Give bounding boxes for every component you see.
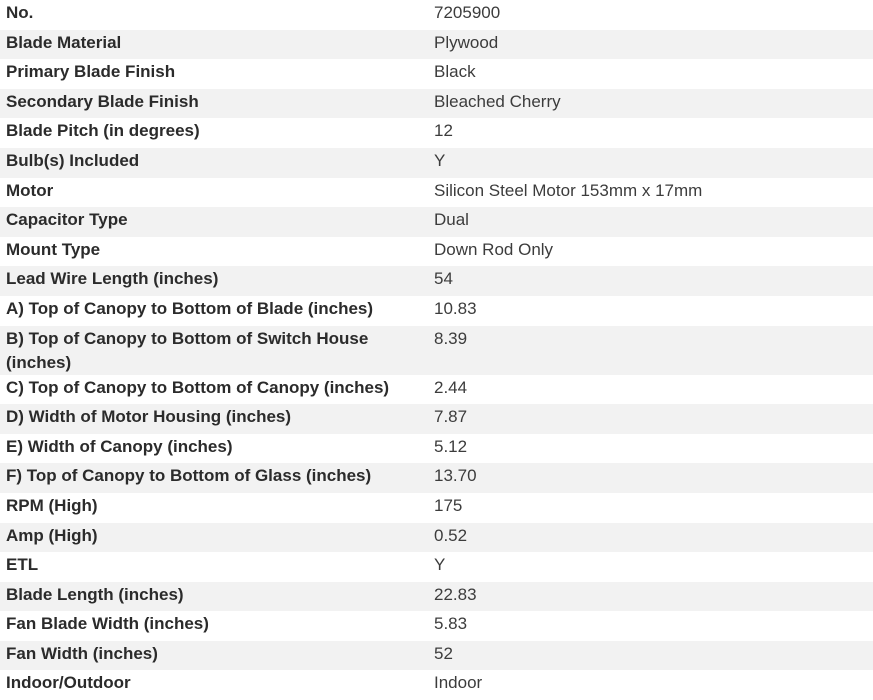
spec-label: Primary Blade Finish: [0, 59, 428, 89]
spec-row: [0, 434, 873, 464]
spec-label: RPM (High): [0, 493, 428, 523]
spec-label: Blade Material: [0, 30, 428, 60]
spec-row: [0, 375, 873, 405]
spec-value: 8.39: [428, 326, 873, 375]
spec-value: Black: [428, 59, 873, 89]
spec-row: [0, 30, 873, 60]
spec-label: A) Top of Canopy to Bottom of Blade (inches): [0, 296, 428, 326]
spec-row: [0, 89, 873, 119]
spec-row: [0, 0, 873, 30]
spec-row: [0, 266, 873, 296]
spec-value: Down Rod Only: [428, 237, 873, 267]
spec-row: [0, 641, 873, 671]
spec-row: [0, 582, 873, 612]
spec-label: Fan Width (inches): [0, 641, 428, 671]
spec-row: [0, 207, 873, 237]
spec-row: [0, 148, 873, 178]
spec-row: [0, 326, 873, 375]
spec-label: Motor: [0, 178, 428, 208]
spec-label: ETL: [0, 552, 428, 582]
spec-row: [0, 552, 873, 582]
spec-value: Indoor: [428, 670, 873, 700]
spec-value: Plywood: [428, 30, 873, 60]
spec-label: Blade Length (inches): [0, 582, 428, 612]
spec-value: 54: [428, 266, 873, 296]
spec-value: 10.83: [428, 296, 873, 326]
spec-value: 13.70: [428, 463, 873, 493]
spec-value: 175: [428, 493, 873, 523]
spec-label: D) Width of Motor Housing (inches): [0, 404, 428, 434]
spec-value: 5.83: [428, 611, 873, 641]
spec-row: [0, 523, 873, 553]
spec-label: C) Top of Canopy to Bottom of Canopy (inches): [0, 375, 428, 405]
spec-row: [0, 404, 873, 434]
spec-value: 52: [428, 641, 873, 671]
spec-value: 7205900: [428, 0, 873, 30]
spec-value: 2.44: [428, 375, 873, 405]
spec-label: Mount Type: [0, 237, 428, 267]
spec-label: Lead Wire Length (inches): [0, 266, 428, 296]
spec-row: [0, 493, 873, 523]
spec-label: No.: [0, 0, 428, 30]
spec-row: [0, 118, 873, 148]
spec-row: [0, 611, 873, 641]
spec-label: F) Top of Canopy to Bottom of Glass (inches): [0, 463, 428, 493]
spec-value: 5.12: [428, 434, 873, 464]
spec-row: [0, 237, 873, 267]
spec-label: Blade Pitch (in degrees): [0, 118, 428, 148]
spec-value: Y: [428, 552, 873, 582]
spec-label: Indoor/Outdoor: [0, 670, 428, 700]
spec-value: 0.52: [428, 523, 873, 553]
spec-row: [0, 178, 873, 208]
spec-row: [0, 670, 873, 700]
spec-label: Fan Blade Width (inches): [0, 611, 428, 641]
spec-value: Bleached Cherry: [428, 89, 873, 119]
spec-row: [0, 463, 873, 493]
spec-label: B) Top of Canopy to Bottom of Switch House (inches): [0, 326, 428, 375]
spec-label: Bulb(s) Included: [0, 148, 428, 178]
spec-value: Dual: [428, 207, 873, 237]
spec-label: Secondary Blade Finish: [0, 89, 428, 119]
spec-row: [0, 59, 873, 89]
spec-row: [0, 296, 873, 326]
spec-label: E) Width of Canopy (inches): [0, 434, 428, 464]
spec-value: Y: [428, 148, 873, 178]
spec-value: 7.87: [428, 404, 873, 434]
spec-value: Silicon Steel Motor 153mm x 17mm: [428, 178, 873, 208]
spec-value: 22.83: [428, 582, 873, 612]
spec-label: Amp (High): [0, 523, 428, 553]
spec-value: 12: [428, 118, 873, 148]
spec-label: Capacitor Type: [0, 207, 428, 237]
